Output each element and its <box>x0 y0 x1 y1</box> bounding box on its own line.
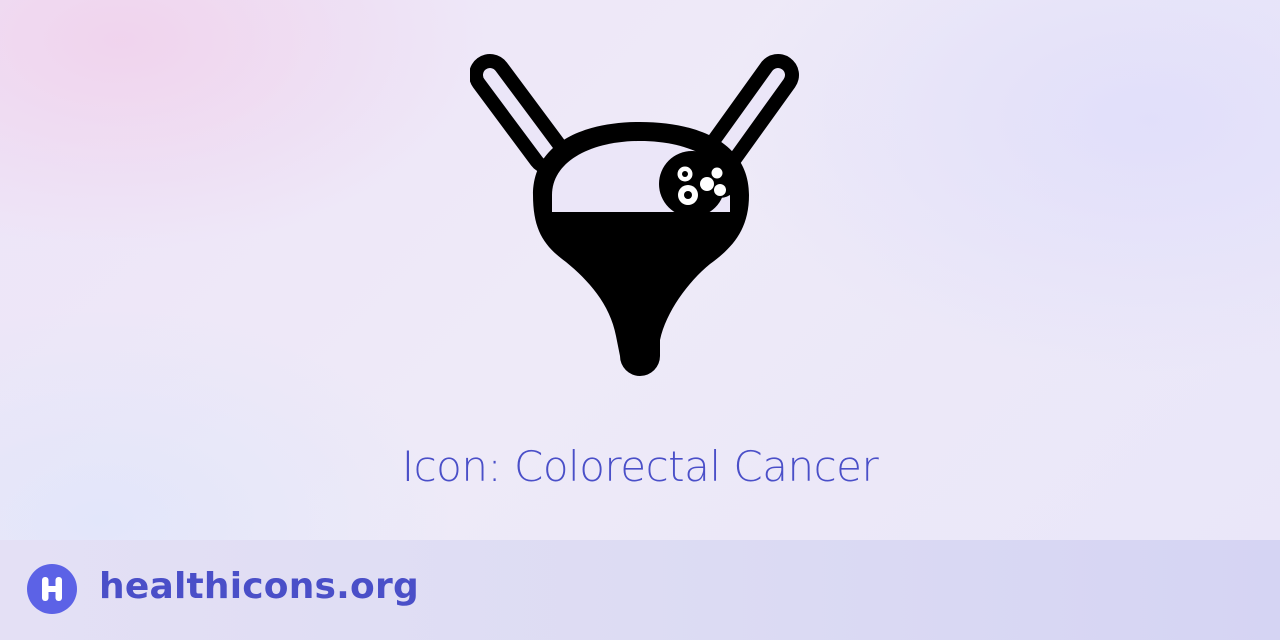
page-title: Icon: Colorectal Cancer <box>401 442 879 491</box>
site-link[interactable]: healthicons.org <box>99 566 419 607</box>
healthicons-logo-icon[interactable] <box>27 564 77 614</box>
colorectal-cancer-icon <box>470 50 810 390</box>
